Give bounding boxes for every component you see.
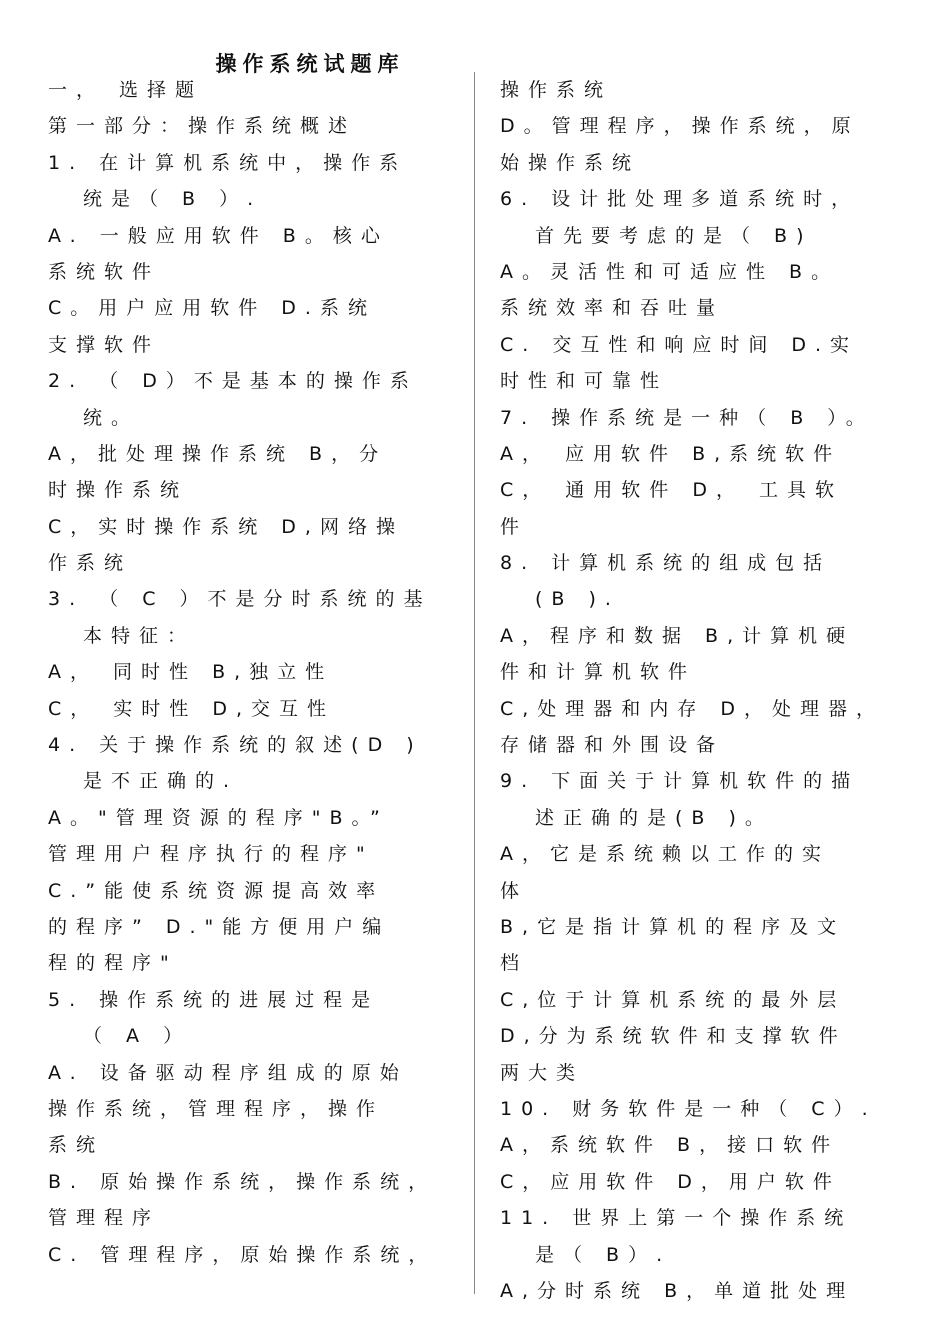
- text-line: 是（ B）.: [535, 1243, 672, 1266]
- text-line: C. 管理程序，原始操作系统，: [48, 1243, 437, 1266]
- text-line: 5. 操作系统的进展过程是: [48, 988, 380, 1011]
- text-line: 3. （ C ）不是分时系统的基: [48, 588, 432, 611]
- text-line: 7. 操作系统是一种（ B ）。: [500, 406, 874, 429]
- text-line: 系统: [48, 1134, 105, 1157]
- text-line: (B ).: [535, 588, 620, 611]
- text-line: D。管理程序，操作系统，原: [500, 115, 860, 138]
- text-line: A， 同时性 B,独立性: [48, 661, 334, 684]
- text-line: C.”能使系统资源提高效率: [48, 879, 385, 902]
- text-line: 体: [500, 879, 529, 902]
- text-line: 管理程序: [48, 1207, 161, 1230]
- text-line: 系统软件: [48, 260, 161, 283]
- text-line: 第一部分：操作系统概述: [48, 115, 357, 138]
- text-line: 2. （ D）不是基本的操作系: [48, 370, 418, 393]
- text-line: D,分为系统软件和支撑软件: [500, 1025, 847, 1048]
- text-line: 述正确的是(B )。: [535, 806, 773, 829]
- text-line: A. 一般应用软件 B。核心: [48, 224, 389, 247]
- text-line: 件: [500, 515, 529, 538]
- text-line: C。用户应用软件 D.系统: [48, 297, 376, 320]
- text-line: 是不正确的.: [83, 770, 239, 793]
- text-line: 件和计算机软件: [500, 661, 697, 684]
- text-line: 管理用户程序执行的程序": [48, 843, 374, 866]
- text-line: 8. 计算机系统的组成包括: [500, 552, 832, 575]
- text-line: （ A ）: [83, 1025, 192, 1048]
- text-line: 时性和可靠性: [500, 370, 669, 393]
- text-line: A， 应用软件 B,系统软件: [500, 442, 842, 465]
- text-line: 统。: [83, 406, 140, 429]
- text-line: 一， 选择题: [48, 79, 204, 101]
- text-line: A。"管理资源的程序"B。”: [48, 806, 389, 829]
- text-line: 支撑软件: [48, 333, 161, 356]
- text-line: 1. 在计算机系统中，操作系: [48, 151, 408, 174]
- text-line: 系统效率和吞吐量: [500, 297, 725, 320]
- text-line: 两大类: [500, 1061, 585, 1084]
- text-line: 时操作系统: [48, 479, 189, 502]
- text-line: 档: [500, 952, 529, 975]
- text-line: A,分时系统 B，单道批处理: [500, 1279, 855, 1302]
- text-line: C,处理器和内存 D，处理器，: [500, 697, 884, 720]
- text-line: 程的程序": [48, 952, 178, 975]
- text-line: A. 设备驱动程序组成的原始: [48, 1061, 408, 1084]
- text-line: C， 实时性 D,交互性: [48, 697, 336, 720]
- text-line: 11. 世界上第一个操作系统: [500, 1207, 853, 1230]
- text-line: 作系统: [48, 552, 133, 575]
- text-line: 首先要考虑的是（ B): [535, 224, 813, 247]
- text-line: B,它是指计算机的程序及文: [500, 915, 846, 938]
- right-column: [500, 72, 892, 1309]
- page-title: 操作系统试题库: [215, 52, 405, 76]
- text-line: C， 通用软件 D， 工具软: [500, 479, 844, 502]
- text-line: 始操作系统: [500, 151, 641, 174]
- text-line: 4. 关于操作系统的叙述(D ): [48, 734, 423, 757]
- text-line: A，程序和数据 B,计算机硬: [500, 624, 855, 647]
- text-line: A，系统软件 B，接口软件: [500, 1134, 840, 1157]
- text-line: 9. 下面关于计算机软件的描: [500, 770, 860, 793]
- text-line: 本特征：: [83, 624, 196, 647]
- text-line: 操作系统，管理程序，操作: [48, 1097, 385, 1120]
- text-line: C. 交互性和响应时间 D.实: [500, 333, 859, 356]
- text-line: B. 原始操作系统，操作系统，: [48, 1170, 437, 1193]
- text-line: 统是（ B ）.: [83, 188, 263, 211]
- column-divider: [474, 72, 475, 1294]
- text-line: 6. 设计批处理多道系统时，: [500, 188, 860, 211]
- text-line: 操作系统: [500, 79, 613, 101]
- text-line: 存储器和外围设备: [500, 734, 725, 757]
- left-column: [48, 72, 448, 1273]
- text-line: C，应用软件 D，用户软件: [500, 1170, 841, 1193]
- text-line: A，它是系统赖以工作的实: [500, 843, 830, 866]
- text-line: A。灵活性和可适应性 B。: [500, 260, 840, 283]
- text-line: A，批处理操作系统 B，分: [48, 442, 388, 465]
- text-line: 的程序” D."能方便用户编: [48, 915, 391, 938]
- text-line: C,位于计算机系统的最外层: [500, 988, 846, 1011]
- text-line: C，实时操作系统 D,网络操: [48, 515, 404, 538]
- text-line: 10. 财务软件是一种（ C）.: [500, 1097, 877, 1120]
